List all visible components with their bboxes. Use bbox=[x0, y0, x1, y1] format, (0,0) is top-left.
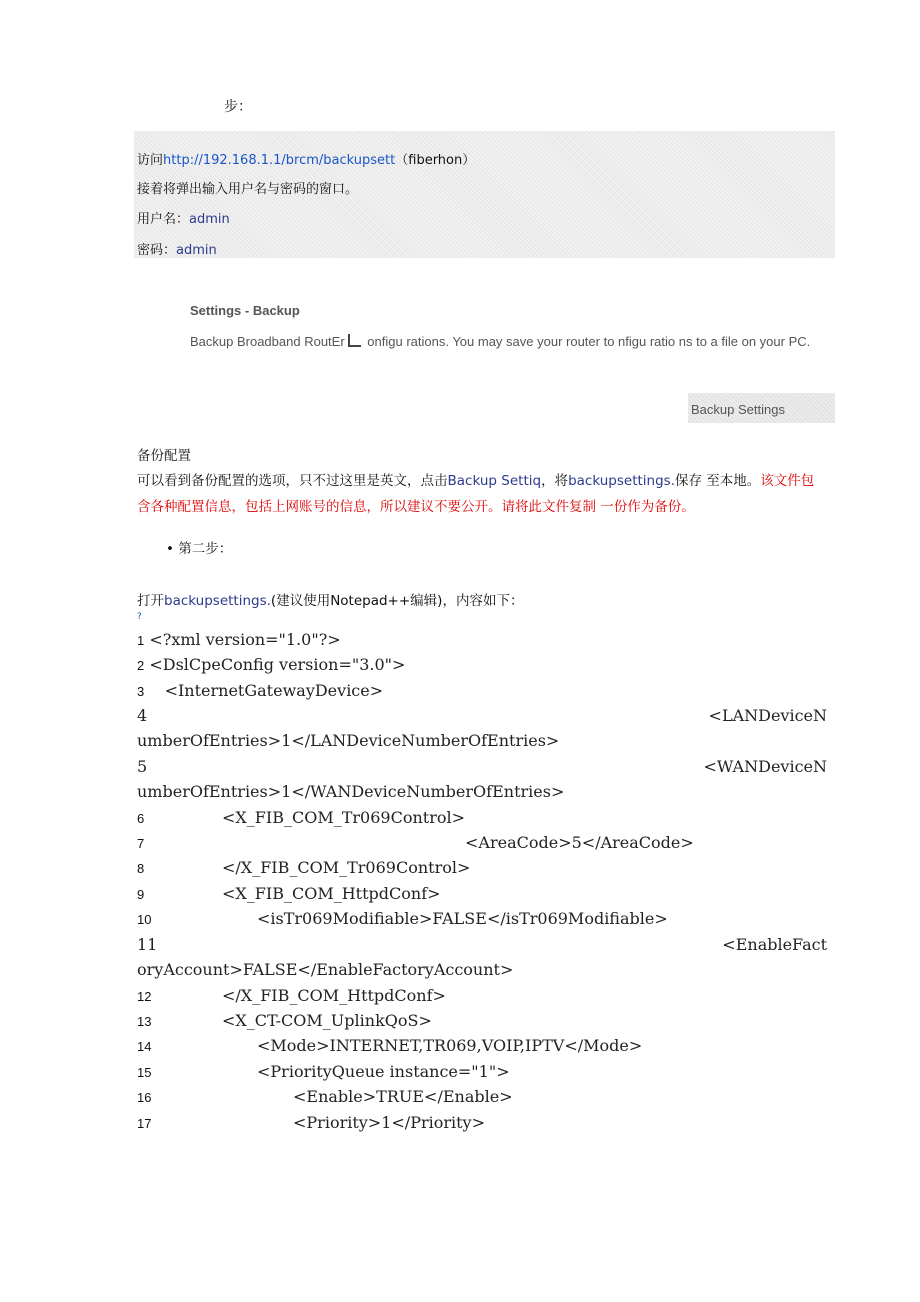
username-value: admin bbox=[189, 212, 230, 227]
code-line-11b: oryAccount>FALSE</EnableFactoryAccount> bbox=[137, 960, 514, 979]
code-line-15: 15 <PriorityQueue instance="1"> bbox=[137, 1062, 510, 1081]
section-text-b: ，将 bbox=[541, 473, 569, 489]
code-line-10: 10 <isTr069Modifiable>FALSE</isTr069Modifiable> bbox=[137, 909, 668, 928]
open-text-a: 打开 bbox=[137, 593, 164, 609]
code-line-5-number: 5 bbox=[137, 757, 148, 776]
section-text-a: 可以看到备份配置的选项，只不过这里是英文，点击 bbox=[137, 473, 448, 489]
code-line-2: 2 <DslCpeConfig version="3.0"> bbox=[137, 655, 406, 674]
code-line-8: 8 </X_FIB_COM_Tr069Control> bbox=[137, 858, 471, 877]
code-line-11a: <EnableFact bbox=[722, 935, 827, 954]
settings-backup-title: Settings - Backup bbox=[190, 303, 300, 318]
code-line-17: 17 <Priority>1</Priority> bbox=[137, 1113, 485, 1132]
section-line-1 bbox=[137, 469, 814, 489]
backup-file-name: backupsettings. bbox=[568, 473, 675, 489]
username-line bbox=[137, 208, 230, 227]
warning-text-2: 含各种配置信息，包括上网账号的信息，所以建议不要公开。请将此文件复制 一份作为备份。 bbox=[137, 499, 695, 515]
description-part2: onfigu rations. You may save your router to nfigu ratio ns to a file on your PC. bbox=[367, 334, 811, 349]
code-line-9: 9 <X_FIB_COM_HttpdConf> bbox=[137, 884, 441, 903]
section-heading: 备份配置 bbox=[137, 448, 191, 464]
password-value: admin bbox=[176, 243, 217, 258]
code-line-13: 13 <X_CT-COM_UplinkQoS> bbox=[137, 1011, 432, 1030]
code-line-6: 6 <X_FIB_COM_Tr069Control> bbox=[137, 808, 465, 827]
password-line bbox=[137, 239, 217, 258]
access-prefix: 访问 bbox=[137, 153, 164, 168]
code-line-4a: <LANDeviceN bbox=[708, 706, 827, 725]
description-part1: Backup Broadband RoutEr bbox=[190, 334, 345, 349]
access-instructions-box bbox=[134, 131, 835, 258]
access-suffix: （fiberhon） bbox=[395, 153, 476, 168]
warning-text-1: 该文件包 bbox=[760, 473, 815, 489]
code-line-3: 3 <InternetGatewayDevice> bbox=[137, 681, 384, 700]
section-text-c: 保存 至本地。 bbox=[674, 473, 761, 489]
code-line-4b: umberOfEntries>1</LANDeviceNumberOfEntries> bbox=[137, 731, 560, 750]
code-line-16: 16 <Enable>TRUE</Enable> bbox=[137, 1087, 513, 1106]
password-label: 密码： bbox=[137, 243, 177, 258]
backup-settings-button[interactable]: Backup Settings bbox=[688, 393, 835, 423]
open-file-name: backupsettings. bbox=[164, 593, 271, 609]
open-file-line bbox=[137, 589, 523, 609]
corner-glyph-icon bbox=[348, 334, 361, 347]
code-line-4-number: 4 bbox=[137, 706, 148, 725]
settings-backup-description bbox=[190, 334, 810, 349]
backup-url-link[interactable]: http://192.168.1.1/brcm/backupsett bbox=[163, 153, 396, 168]
popup-description: 接着将弹出输入用户名与密码的窗口。 bbox=[137, 182, 359, 197]
question-mark-icon: ? bbox=[137, 612, 142, 622]
username-label: 用户名： bbox=[137, 212, 190, 227]
code-line-11-number: 11 bbox=[137, 935, 158, 954]
access-url-line bbox=[137, 149, 475, 168]
backup-settings-link[interactable]: Backup Settiq bbox=[447, 473, 542, 489]
step-two-heading: • 第二步： bbox=[166, 541, 233, 557]
code-line-5a: <WANDeviceN bbox=[703, 757, 827, 776]
code-line-7: 7 <AreaCode>5</AreaCode> bbox=[137, 833, 694, 852]
code-line-5b: umberOfEntries>1</WANDeviceNumberOfEntries> bbox=[137, 782, 565, 801]
code-line-12: 12 </X_FIB_COM_HttpdConf> bbox=[137, 986, 446, 1005]
code-line-14: 14 <Mode>INTERNET,TR069,VOIP,IPTV</Mode> bbox=[137, 1036, 643, 1055]
code-line-1: 1 <?xml version="1.0"?> bbox=[137, 630, 341, 649]
step-label-top: 步： bbox=[224, 99, 252, 115]
open-text-b: (建议使用Notepad++编辑)，内容如下： bbox=[270, 593, 524, 609]
